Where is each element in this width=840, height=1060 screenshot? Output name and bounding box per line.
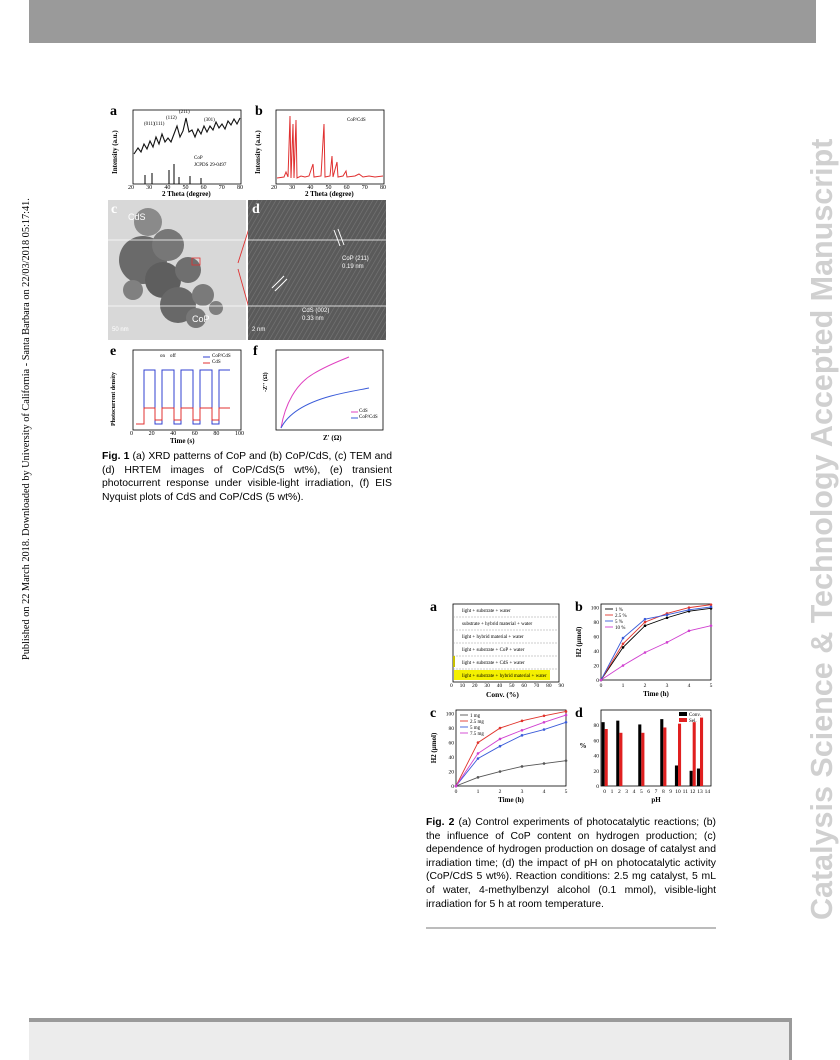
x-tick: 80 — [379, 185, 386, 191]
fig1-panel-e — [108, 344, 246, 444]
y-tick: 40 — [593, 649, 599, 656]
bar — [605, 729, 608, 786]
panel-label: c — [430, 706, 437, 721]
x-tick: 40 — [307, 185, 314, 191]
figure-1-caption — [102, 450, 392, 504]
x-tick: 0 — [603, 789, 607, 795]
data-point — [666, 616, 669, 619]
caption-divider — [426, 927, 716, 929]
x-axis-label: Time (s) — [170, 437, 195, 445]
data-point — [565, 710, 568, 713]
x-tick: 0 — [130, 431, 133, 437]
legend-label: CoP — [194, 156, 203, 161]
control-row: substrate + hybrid material + water — [462, 622, 533, 627]
x-tick: 1 — [610, 789, 614, 795]
x-tick: 20 — [471, 683, 478, 689]
tem-label-cop: CoP — [192, 314, 210, 324]
legend-label: 10 % — [615, 626, 626, 631]
data-point — [622, 646, 625, 649]
panel-label: b — [255, 104, 263, 119]
x-tick: 50 — [325, 185, 332, 191]
y-axis-label: -Z'' (Ω) — [263, 372, 269, 392]
x-tick: 13 — [697, 789, 703, 795]
x-tick: 50 — [182, 185, 189, 191]
x-tick: 0 — [454, 789, 458, 795]
x-tick: 1 — [621, 683, 625, 689]
data-point — [499, 770, 502, 773]
page-footer-bar — [29, 1018, 792, 1060]
data-point — [477, 741, 480, 744]
fringe-label: 0.19 nm — [342, 264, 364, 270]
y-tick: 80 — [593, 620, 599, 627]
panel-label: b — [575, 600, 583, 615]
caption-text: (a) Control experiments of photocatalytic reactions; (b) the influence of CoP content on hydrogen production; (c) dependence of hydrogen production on dosage of catalyst and irradiation time; (d) the impact of pH on photocatalytic activity (CoP/CdS 5 wt%). Reaction conditions: 2.5 mg catalyst, 5 mL of water, 4-methylbenzyl alcohol (0.1 mmol), visible-light irradiation for 5 h at room temperature. — [426, 817, 716, 910]
x-tick: 40 — [164, 185, 171, 191]
x-tick: 7 — [654, 789, 658, 795]
x-tick: 5 — [709, 683, 713, 689]
x-tick: 90 — [558, 683, 564, 689]
y-tick: 100 — [445, 711, 454, 718]
bar — [638, 724, 641, 786]
panel-label: d — [252, 202, 260, 217]
legend-swatch — [679, 718, 687, 722]
x-tick: 20 — [271, 185, 277, 191]
x-tick: 30 — [484, 683, 490, 689]
control-row: light + substrate + CoP + water — [462, 648, 525, 653]
data-point — [644, 621, 647, 624]
control-row: light + substrate + hybrid material + water — [462, 674, 547, 679]
panel-label: f — [253, 344, 258, 359]
x-tick: 0 — [599, 683, 603, 689]
fig1-panel-f — [251, 344, 386, 444]
data-point — [644, 651, 647, 654]
legend-label: CoP/CdS — [347, 118, 366, 123]
data-point — [499, 738, 502, 741]
y-tick: 60 — [593, 634, 599, 641]
data-point — [666, 641, 669, 644]
x-tick: 40 — [170, 431, 177, 437]
bar — [697, 769, 700, 786]
panel-label: c — [111, 202, 118, 217]
data-point — [600, 679, 603, 682]
data-point — [710, 624, 713, 627]
data-point — [521, 720, 524, 723]
x-tick: 80 — [546, 683, 552, 689]
x-axis-label: Time (h) — [643, 690, 669, 698]
legend-label: 2.5 mg — [470, 720, 484, 725]
journal-watermark: Catalysis Science & Technology Accepted Manuscript — [805, 138, 839, 920]
x-tick: 2 — [498, 789, 502, 795]
x-tick: 5 — [639, 789, 643, 795]
x-axis-label: 2 Theta (degree) — [305, 190, 354, 198]
data-point — [477, 757, 480, 760]
x-tick: 4 — [632, 789, 636, 795]
y-tick: 60 — [448, 740, 454, 747]
side-publication-note: Published on 22 March 2018. Downloaded by University of California - Santa Barbara on 22/03/2018 05:17:41. — [21, 198, 32, 660]
data-point — [710, 606, 713, 609]
legend-label: 1 mg — [470, 714, 481, 719]
bar — [700, 718, 703, 786]
x-tick: 80 — [236, 185, 243, 191]
figure-2 — [426, 598, 716, 810]
legend-swatch — [679, 712, 687, 716]
panel-label: a — [430, 600, 437, 615]
data-point — [622, 643, 625, 646]
x-tick: 60 — [343, 185, 350, 191]
scale-bar-label: 50 nm — [112, 327, 129, 333]
panel-label: e — [110, 344, 117, 359]
x-tick: 70 — [361, 185, 368, 191]
y-axis-label: % — [579, 742, 587, 750]
data-point — [688, 608, 691, 611]
bar — [616, 721, 619, 786]
data-point — [622, 664, 625, 667]
caption-label: Fig. 1 — [102, 451, 130, 462]
peak-label: (211) — [179, 110, 190, 115]
peak-label: (111) — [154, 122, 165, 127]
x-tick: 14 — [704, 789, 711, 795]
data-point — [565, 714, 568, 717]
x-tick: 12 — [689, 789, 696, 795]
bar — [690, 771, 693, 786]
legend-label: 1 % — [615, 608, 623, 613]
scale-bar-label: 2 nm — [252, 327, 266, 333]
panel-label: a — [110, 104, 117, 119]
legend-label: CdS — [212, 360, 221, 365]
x-axis-label: pH — [651, 796, 661, 804]
fig1-panel-a — [108, 104, 243, 196]
fig2-panel-c — [426, 704, 571, 810]
y-tick: 0 — [596, 678, 599, 684]
control-row: light + substrate + CdS + water — [462, 661, 525, 666]
data-point — [499, 745, 502, 748]
data-point — [688, 629, 691, 632]
x-tick: 40 — [496, 683, 503, 689]
y-tick: 0 — [596, 784, 599, 790]
page-header-bar — [29, 0, 816, 43]
x-tick: 60 — [191, 431, 198, 437]
x-tick: 20 — [128, 185, 134, 191]
legend-label: Conv. — [689, 713, 701, 718]
data-point — [543, 721, 546, 724]
fig1-panel-d-hrtem-image — [248, 200, 386, 340]
x-tick: 50 — [509, 683, 515, 689]
panel-label: d — [575, 706, 583, 721]
fig2-panel-a — [426, 598, 566, 704]
x-tick: 6 — [647, 789, 651, 795]
y-tick: 0 — [451, 784, 454, 790]
bar — [663, 727, 666, 786]
x-tick: 20 — [148, 431, 155, 437]
x-tick: 30 — [146, 185, 153, 191]
x-tick: 70 — [218, 185, 225, 191]
data-point — [477, 776, 480, 779]
data-point — [499, 727, 502, 730]
fringe-label: CdS (002) — [302, 308, 330, 314]
bar — [693, 722, 696, 786]
x-tick: 60 — [521, 683, 527, 689]
x-tick: 5 — [564, 789, 568, 795]
legend-label: CoP/CdS — [359, 415, 378, 420]
y-tick: 100 — [590, 605, 599, 612]
x-tick: 3 — [520, 789, 524, 795]
data-point — [477, 752, 480, 755]
control-row: light + substrate + water — [462, 609, 511, 614]
data-point — [543, 762, 546, 765]
x-tick: 60 — [200, 185, 207, 191]
legend-label: 5 mg — [470, 726, 481, 731]
data-point — [565, 721, 568, 724]
caption-label: Fig. 2 — [426, 817, 455, 828]
control-row: light + hybrid material + water — [462, 635, 524, 640]
x-axis-label: Conv. (%) — [486, 690, 519, 699]
y-tick: 40 — [593, 753, 599, 760]
fig2-panel-b — [571, 598, 716, 704]
data-point — [644, 624, 647, 627]
peak-label: (112) — [166, 116, 177, 121]
x-tick: 2 — [643, 683, 647, 689]
peak-label: (301) — [204, 118, 215, 123]
data-point — [521, 729, 524, 732]
x-axis-label: 2 Theta (degree) — [162, 190, 211, 198]
bar — [660, 719, 663, 786]
data-point — [543, 728, 546, 731]
data-point — [666, 614, 669, 617]
bar — [678, 724, 681, 786]
data-point — [455, 785, 458, 788]
x-tick: 2 — [617, 789, 621, 795]
x-axis-label: Time (h) — [498, 796, 524, 804]
legend-label: 2.5 % — [615, 614, 627, 619]
tem-label-cds: CdS — [128, 212, 146, 222]
bar — [675, 765, 678, 786]
data-point — [644, 618, 647, 621]
legend-label: 7.5 mg — [470, 732, 484, 737]
figure-1 — [108, 104, 386, 444]
legend-label: CoP/CdS — [212, 354, 231, 359]
y-axis-label: H2 (μmol) — [575, 626, 583, 658]
fringe-label: CoP (211) — [342, 256, 369, 262]
x-tick: 1 — [476, 789, 480, 795]
on-label: on — [160, 354, 165, 359]
figure-2-caption — [426, 816, 716, 911]
y-tick: 20 — [593, 663, 599, 670]
data-point — [543, 714, 546, 717]
x-tick: 4 — [687, 683, 691, 689]
x-tick: 100 — [234, 431, 244, 437]
y-axis-label: Intensity (a.u.) — [254, 130, 262, 174]
y-tick: 20 — [448, 769, 454, 776]
y-tick: 80 — [448, 726, 454, 733]
y-axis-label: Photocurrent density — [111, 371, 117, 426]
legend-label: Sel. — [689, 719, 697, 724]
y-tick: 60 — [593, 738, 599, 745]
legend-label: 5 % — [615, 620, 623, 625]
y-tick: 20 — [593, 768, 599, 775]
x-tick: 0 — [450, 683, 453, 689]
x-tick: 9 — [669, 789, 673, 795]
off-label: off — [170, 354, 176, 359]
fig2-panel-d — [571, 704, 716, 810]
data-point — [622, 637, 625, 640]
bar — [641, 733, 644, 786]
caption-text: (a) XRD patterns of CoP and (b) CoP/CdS, (c) TEM and (d) HRTEM images of CoP/CdS(5 wt%), (e) transient photocurrent response under visible-light irradiation, (f) EIS Nyquist plots of CdS and CoP/CdS (5 wt%). — [102, 451, 392, 503]
fig1-panel-c-tem-image — [108, 200, 246, 340]
x-tick: 11 — [682, 789, 688, 795]
peak-label: (011) — [144, 122, 155, 127]
y-axis-label: Intensity (a.u.) — [111, 130, 119, 174]
y-tick: 80 — [593, 723, 599, 730]
fig1-panel-b — [251, 104, 386, 196]
x-tick: 10 — [459, 683, 466, 689]
bar — [602, 722, 605, 786]
legend-label: JCPDS 29-0497 — [194, 163, 227, 168]
data-point — [521, 765, 524, 768]
x-axis-label: Z' (Ω) — [323, 434, 342, 442]
x-tick: 70 — [533, 683, 540, 689]
legend-label: CdS — [359, 409, 368, 414]
y-tick: 40 — [448, 755, 454, 762]
x-tick: 10 — [675, 789, 681, 795]
data-point — [565, 759, 568, 762]
x-tick: 3 — [625, 789, 629, 795]
fringe-label: 0.33 nm — [302, 316, 324, 322]
x-tick: 30 — [289, 185, 296, 191]
x-tick: 8 — [661, 789, 665, 795]
series-line — [456, 761, 566, 786]
x-tick: 3 — [665, 683, 669, 689]
data-point — [521, 734, 524, 737]
y-axis-label: H2 (μmol) — [430, 732, 438, 764]
x-tick: 80 — [213, 431, 220, 437]
x-tick: 4 — [542, 789, 546, 795]
bar — [619, 733, 622, 786]
